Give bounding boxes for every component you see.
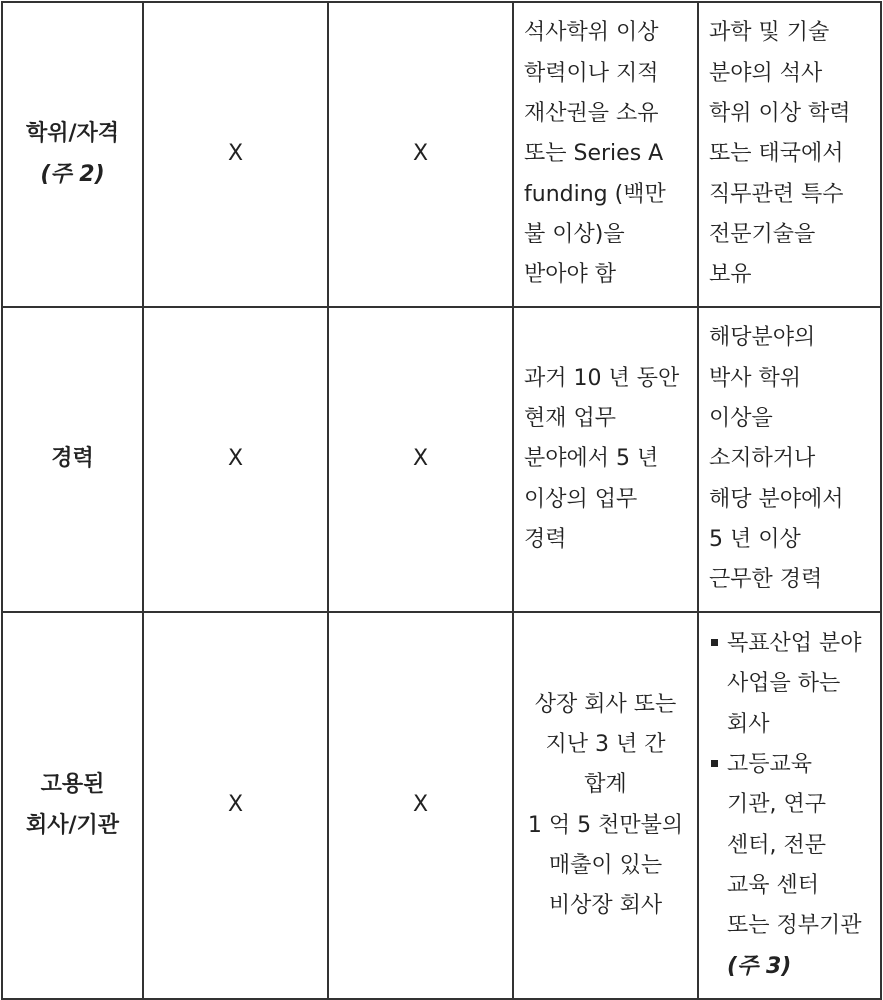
cell-text-line: 센터, 전문 xyxy=(727,832,826,858)
table-cell xyxy=(513,2,698,307)
cell-text-line: 석사학위 이상 xyxy=(524,20,659,46)
cell-text-line: 지난 3 년 간 xyxy=(545,731,666,757)
cell-text-line: 소지하거나 xyxy=(709,446,816,472)
table-row-degree xyxy=(2,2,881,307)
cell-text-line: 이상의 업무 xyxy=(524,486,638,512)
footnote-ref: (주 2) xyxy=(40,161,105,187)
table-row-employer xyxy=(2,612,881,999)
cell-text-line: 해당분야의 xyxy=(709,325,816,351)
table-cell xyxy=(513,307,698,612)
bullet-list xyxy=(709,624,874,987)
table-cell: X xyxy=(328,2,513,307)
row-label: 회사/기관 xyxy=(25,812,120,838)
row-label: 학위/자격 xyxy=(25,121,120,147)
table-cell xyxy=(698,612,881,999)
cell-text-line: 보유 xyxy=(709,262,752,288)
row-label: 경력 xyxy=(51,446,94,472)
cell-text-line: 사업을 하는 xyxy=(727,671,841,697)
cell-text-line: funding (백만 xyxy=(524,181,666,207)
list-item xyxy=(709,624,874,745)
cell-text-line: 합계 xyxy=(584,772,627,798)
table-cell: X xyxy=(328,612,513,999)
table-cell: X xyxy=(143,307,328,612)
cell-text-line: 학위 이상 학력 xyxy=(709,101,851,127)
cell-text-line: 이상을 xyxy=(709,406,773,432)
cell-text-line: 현재 업무 xyxy=(524,406,617,432)
cell-text-line: 5 년 이상 xyxy=(709,526,801,552)
cell-text-line: 학력이나 지적 xyxy=(524,60,659,86)
table-cell: X xyxy=(328,307,513,612)
cell-text-line: 회사 xyxy=(727,711,770,737)
cell-text-line: 과거 10 년 동안 xyxy=(524,365,680,391)
cell-text-line: 불 이상)을 xyxy=(524,221,625,247)
cell-text-line: 직무관련 특수 xyxy=(709,181,844,207)
cell-text-line: 또는 태국에서 xyxy=(709,141,844,167)
row-label: 고용된 xyxy=(40,772,105,798)
table-cell: X xyxy=(143,612,328,999)
table-cell xyxy=(698,307,881,612)
cell-text-line: 경력 xyxy=(524,526,567,552)
cell-text-line: 1 억 5 천만불의 xyxy=(527,812,684,838)
cell-text-line: 근무한 경력 xyxy=(709,567,823,593)
cell-text-line: 비상장 회사 xyxy=(548,893,663,919)
table-cell xyxy=(513,612,698,999)
cell-text-line: 전문기술을 xyxy=(709,221,816,247)
cell-text-line: 박사 학위 xyxy=(709,365,802,391)
cell-text-line: 분야에서 5 년 xyxy=(524,446,659,472)
cell-text-line: 고등교육 xyxy=(727,752,813,778)
row-label-cell xyxy=(2,2,143,307)
cell-text-line: 목표산업 분야 xyxy=(727,631,862,657)
table-cell: X xyxy=(143,2,328,307)
cell-text-line: 분야의 석사 xyxy=(709,60,823,86)
cell-text-line: 매출이 있는 xyxy=(548,852,663,878)
square-bullet-icon xyxy=(711,639,718,646)
table-row-experience xyxy=(2,307,881,612)
cell-text-line: 과학 및 기술 xyxy=(709,20,830,46)
table-cell xyxy=(698,2,881,307)
footnote-ref: (주 3) xyxy=(727,953,792,979)
cell-text-line: 교육 센터 xyxy=(727,872,820,898)
row-label-cell xyxy=(2,307,143,612)
cell-text-line: 또는 Series A xyxy=(524,141,664,167)
requirements-table xyxy=(1,1,882,1000)
cell-text-line: 재산권을 소유 xyxy=(524,101,659,127)
cell-text-line: 기관, 연구 xyxy=(727,792,826,818)
cell-text-line: 또는 정부기관 xyxy=(727,913,862,939)
cell-text-line: 해당 분야에서 xyxy=(709,486,844,512)
list-item xyxy=(709,745,874,987)
cell-text-line: 상장 회사 또는 xyxy=(534,691,677,717)
row-label-cell xyxy=(2,612,143,999)
cell-text-line: 받아야 함 xyxy=(524,262,617,288)
square-bullet-icon xyxy=(711,760,718,767)
